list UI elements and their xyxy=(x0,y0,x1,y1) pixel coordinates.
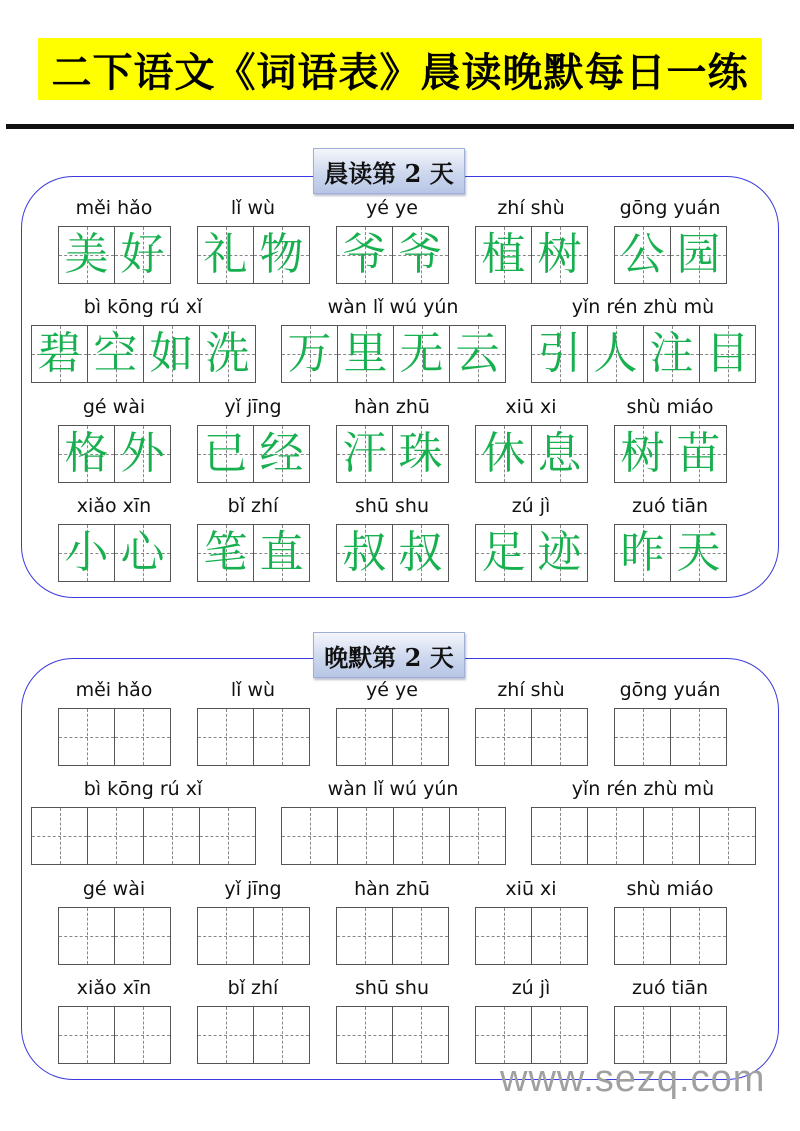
blank-tianzige-cell[interactable] xyxy=(198,1007,254,1063)
blank-tianzige-cell[interactable] xyxy=(338,808,394,864)
page-title: 二下语文《词语表》晨读晚默每日一练 xyxy=(51,48,749,96)
blank-tianzige-cell[interactable] xyxy=(671,908,727,964)
tianzige-cell xyxy=(59,227,115,283)
hanzi-character: 空 xyxy=(93,328,138,379)
blank-tianzige-cell[interactable] xyxy=(532,908,588,964)
hanzi-character: 迹 xyxy=(537,527,582,578)
watermark: www.sezq.com xyxy=(500,1058,766,1100)
pinyin-label: yǐ jīng xyxy=(224,878,282,900)
evening-tag-label: 晚默第 2 天 xyxy=(324,642,454,672)
tianzige-cell xyxy=(32,326,88,382)
word-grid xyxy=(31,325,256,383)
tianzige-cell xyxy=(337,227,393,283)
blank-tianzige-cell[interactable] xyxy=(254,908,310,964)
pinyin-label: xiū xi xyxy=(505,396,557,418)
hanzi-character: 如 xyxy=(149,328,194,379)
word-grid xyxy=(531,325,756,383)
tianzige-cell xyxy=(337,525,393,581)
word-grid xyxy=(336,425,449,483)
tianzige-cell xyxy=(282,326,338,382)
pinyin-label: měi hǎo xyxy=(75,197,153,219)
dictation-grid[interactable] xyxy=(58,1006,171,1064)
word-grid xyxy=(475,226,588,284)
tianzige-cell xyxy=(115,426,171,482)
word-grid xyxy=(281,325,506,383)
blank-tianzige-cell[interactable] xyxy=(337,908,393,964)
pinyin-label: zhí shù xyxy=(497,679,565,701)
tianzige-cell xyxy=(532,426,588,482)
pinyin-label: yé ye xyxy=(366,197,418,219)
dictation-grid[interactable] xyxy=(336,708,449,766)
dictation-grid[interactable] xyxy=(58,907,171,965)
morning-tag-label: 晨读第 2 天 xyxy=(324,158,454,188)
blank-tianzige-cell[interactable] xyxy=(32,808,88,864)
blank-tianzige-cell[interactable] xyxy=(700,808,756,864)
blank-tianzige-cell[interactable] xyxy=(198,908,254,964)
hanzi-character: 叔 xyxy=(398,527,443,578)
pinyin-label: bì kōng rú xǐ xyxy=(83,778,203,800)
tianzige-cell xyxy=(476,525,532,581)
word-grid xyxy=(197,226,310,284)
pinyin-label: shū shu xyxy=(354,495,429,517)
blank-tianzige-cell[interactable] xyxy=(115,908,171,964)
pinyin-label: wàn lǐ wú yún xyxy=(327,296,459,318)
pinyin-label: bǐ zhí xyxy=(227,495,279,517)
tianzige-cell xyxy=(115,525,171,581)
blank-tianzige-cell[interactable] xyxy=(254,709,310,765)
pinyin-label: gé wài xyxy=(82,396,146,418)
tianzige-cell xyxy=(644,326,700,382)
tianzige-cell xyxy=(198,227,254,283)
hanzi-character: 休 xyxy=(481,428,526,479)
word-grid xyxy=(614,425,727,483)
blank-tianzige-cell[interactable] xyxy=(200,808,256,864)
dictation-grid[interactable] xyxy=(531,807,756,865)
pinyin-label: hàn zhū xyxy=(354,396,430,418)
tianzige-cell xyxy=(198,426,254,482)
blank-tianzige-cell[interactable] xyxy=(644,808,700,864)
blank-tianzige-cell[interactable] xyxy=(393,709,449,765)
blank-tianzige-cell[interactable] xyxy=(476,1007,532,1063)
blank-tianzige-cell[interactable] xyxy=(59,908,115,964)
hanzi-character: 珠 xyxy=(398,428,443,479)
pinyin-label: xiū xi xyxy=(505,878,557,900)
pinyin-label: gé wài xyxy=(82,878,146,900)
blank-tianzige-cell[interactable] xyxy=(254,1007,310,1063)
pinyin-label: yǐ jīng xyxy=(224,396,282,418)
tianzige-cell xyxy=(393,525,449,581)
hanzi-character: 万 xyxy=(287,328,332,379)
blank-tianzige-cell[interactable] xyxy=(671,1007,727,1063)
hanzi-character: 美 xyxy=(64,229,109,280)
hanzi-character: 碧 xyxy=(37,328,82,379)
blank-tianzige-cell[interactable] xyxy=(476,709,532,765)
pinyin-label: zuó tiān xyxy=(631,495,709,517)
hanzi-character: 经 xyxy=(259,428,304,479)
tianzige-cell xyxy=(394,326,450,382)
hanzi-character: 植 xyxy=(481,229,526,280)
tianzige-cell xyxy=(671,426,727,482)
tianzige-cell xyxy=(532,227,588,283)
tianzige-cell xyxy=(615,227,671,283)
hanzi-character: 爷 xyxy=(342,229,387,280)
title-divider xyxy=(6,124,794,129)
tianzige-cell xyxy=(393,227,449,283)
tianzige-cell xyxy=(337,426,393,482)
hanzi-character: 爷 xyxy=(398,229,443,280)
blank-tianzige-cell[interactable] xyxy=(394,808,450,864)
hanzi-character: 格 xyxy=(64,428,109,479)
title-banner xyxy=(38,38,762,100)
word-grid xyxy=(58,425,171,483)
pinyin-label: shù miáo xyxy=(626,396,714,418)
tianzige-cell xyxy=(254,426,310,482)
blank-tianzige-cell[interactable] xyxy=(115,1007,171,1063)
dictation-grid[interactable] xyxy=(281,807,506,865)
blank-tianzige-cell[interactable] xyxy=(532,808,588,864)
word-grid xyxy=(58,226,171,284)
pinyin-label: gōng yuán xyxy=(619,197,721,219)
dictation-grid[interactable] xyxy=(475,1006,588,1064)
hanzi-character: 昨 xyxy=(620,527,665,578)
tianzige-cell xyxy=(115,227,171,283)
tianzige-cell xyxy=(532,525,588,581)
tianzige-cell xyxy=(476,227,532,283)
blank-tianzige-cell[interactable] xyxy=(476,908,532,964)
tianzige-cell xyxy=(671,525,727,581)
pinyin-label: lǐ wù xyxy=(230,197,276,219)
blank-tianzige-cell[interactable] xyxy=(588,808,644,864)
evening-tag xyxy=(313,632,465,678)
hanzi-character: 引 xyxy=(537,328,582,379)
tianzige-cell xyxy=(476,426,532,482)
word-grid xyxy=(475,425,588,483)
blank-tianzige-cell[interactable] xyxy=(88,808,144,864)
tianzige-cell xyxy=(59,426,115,482)
tianzige-cell xyxy=(200,326,256,382)
tianzige-cell xyxy=(393,426,449,482)
hanzi-character: 人 xyxy=(593,328,638,379)
blank-tianzige-cell[interactable] xyxy=(671,709,727,765)
blank-tianzige-cell[interactable] xyxy=(59,1007,115,1063)
hanzi-character: 汗 xyxy=(342,428,387,479)
hanzi-character: 小 xyxy=(64,527,109,578)
word-grid xyxy=(336,524,449,582)
hanzi-character: 里 xyxy=(343,328,388,379)
hanzi-character: 树 xyxy=(620,428,665,479)
word-grid xyxy=(58,524,171,582)
blank-tianzige-cell[interactable] xyxy=(450,808,506,864)
hanzi-character: 足 xyxy=(481,527,526,578)
blank-tianzige-cell[interactable] xyxy=(144,808,200,864)
tianzige-cell xyxy=(700,326,756,382)
dictation-grid[interactable] xyxy=(336,1006,449,1064)
blank-tianzige-cell[interactable] xyxy=(532,709,588,765)
dictation-grid[interactable] xyxy=(475,907,588,965)
pinyin-label: wàn lǐ wú yún xyxy=(327,778,459,800)
blank-tianzige-cell[interactable] xyxy=(198,709,254,765)
hanzi-character: 已 xyxy=(203,428,248,479)
tianzige-cell xyxy=(198,525,254,581)
pinyin-label: xiǎo xīn xyxy=(76,977,152,999)
hanzi-character: 树 xyxy=(537,229,582,280)
word-grid xyxy=(475,524,588,582)
hanzi-character: 目 xyxy=(705,328,750,379)
word-grid xyxy=(197,524,310,582)
hanzi-character: 笔 xyxy=(203,527,248,578)
dictation-grid[interactable] xyxy=(197,907,310,965)
dictation-grid[interactable] xyxy=(614,1006,727,1064)
word-grid xyxy=(197,425,310,483)
blank-tianzige-cell[interactable] xyxy=(393,908,449,964)
tianzige-cell xyxy=(532,326,588,382)
hanzi-character: 苗 xyxy=(676,428,721,479)
blank-tianzige-cell[interactable] xyxy=(615,1007,671,1063)
hanzi-character: 云 xyxy=(455,328,500,379)
hanzi-character: 好 xyxy=(120,229,165,280)
pinyin-label: bǐ zhí xyxy=(227,977,279,999)
blank-tianzige-cell[interactable] xyxy=(59,709,115,765)
dictation-grid[interactable] xyxy=(31,807,256,865)
word-grid xyxy=(336,226,449,284)
pinyin-label: zhí shù xyxy=(497,197,565,219)
hanzi-character: 天 xyxy=(676,527,721,578)
tianzige-cell xyxy=(144,326,200,382)
pinyin-label: zú jì xyxy=(511,495,551,517)
dictation-grid[interactable] xyxy=(614,907,727,965)
blank-tianzige-cell[interactable] xyxy=(615,908,671,964)
pinyin-label: yǐn rén zhù mù xyxy=(571,296,715,318)
tianzige-cell xyxy=(615,426,671,482)
blank-tianzige-cell[interactable] xyxy=(337,1007,393,1063)
tianzige-cell xyxy=(254,227,310,283)
dictation-grid[interactable] xyxy=(336,907,449,965)
tianzige-cell xyxy=(88,326,144,382)
morning-tag xyxy=(313,148,465,194)
pinyin-label: gōng yuán xyxy=(619,679,721,701)
blank-tianzige-cell[interactable] xyxy=(615,709,671,765)
hanzi-character: 公 xyxy=(620,229,665,280)
pinyin-label: yé ye xyxy=(366,679,418,701)
hanzi-character: 物 xyxy=(259,229,304,280)
hanzi-character: 注 xyxy=(649,328,694,379)
hanzi-character: 息 xyxy=(537,428,582,479)
tianzige-cell xyxy=(338,326,394,382)
tianzige-cell xyxy=(450,326,506,382)
hanzi-character: 洗 xyxy=(205,328,250,379)
pinyin-label: xiǎo xīn xyxy=(76,495,152,517)
blank-tianzige-cell[interactable] xyxy=(393,1007,449,1063)
hanzi-character: 心 xyxy=(120,527,165,578)
hanzi-character: 直 xyxy=(259,527,304,578)
dictation-grid[interactable] xyxy=(58,708,171,766)
hanzi-character: 无 xyxy=(399,328,444,379)
hanzi-character: 叔 xyxy=(342,527,387,578)
tianzige-cell xyxy=(254,525,310,581)
pinyin-label: shù miáo xyxy=(626,878,714,900)
blank-tianzige-cell[interactable] xyxy=(337,709,393,765)
pinyin-label: yǐn rén zhù mù xyxy=(571,778,715,800)
pinyin-label: zuó tiān xyxy=(631,977,709,999)
tianzige-cell xyxy=(671,227,727,283)
tianzige-cell xyxy=(588,326,644,382)
word-grid xyxy=(614,226,727,284)
hanzi-character: 外 xyxy=(120,428,165,479)
tianzige-cell xyxy=(615,525,671,581)
pinyin-label: lǐ wù xyxy=(230,679,276,701)
blank-tianzige-cell[interactable] xyxy=(532,1007,588,1063)
pinyin-label: bì kōng rú xǐ xyxy=(83,296,203,318)
pinyin-label: shū shu xyxy=(354,977,429,999)
hanzi-character: 礼 xyxy=(203,229,248,280)
hanzi-character: 园 xyxy=(676,229,721,280)
dictation-grid[interactable] xyxy=(614,708,727,766)
dictation-grid[interactable] xyxy=(475,708,588,766)
blank-tianzige-cell[interactable] xyxy=(115,709,171,765)
dictation-grid[interactable] xyxy=(197,708,310,766)
pinyin-label: zú jì xyxy=(511,977,551,999)
blank-tianzige-cell[interactable] xyxy=(282,808,338,864)
pinyin-label: hàn zhū xyxy=(354,878,430,900)
tianzige-cell xyxy=(59,525,115,581)
word-grid xyxy=(614,524,727,582)
dictation-grid[interactable] xyxy=(197,1006,310,1064)
pinyin-label: měi hǎo xyxy=(75,679,153,701)
